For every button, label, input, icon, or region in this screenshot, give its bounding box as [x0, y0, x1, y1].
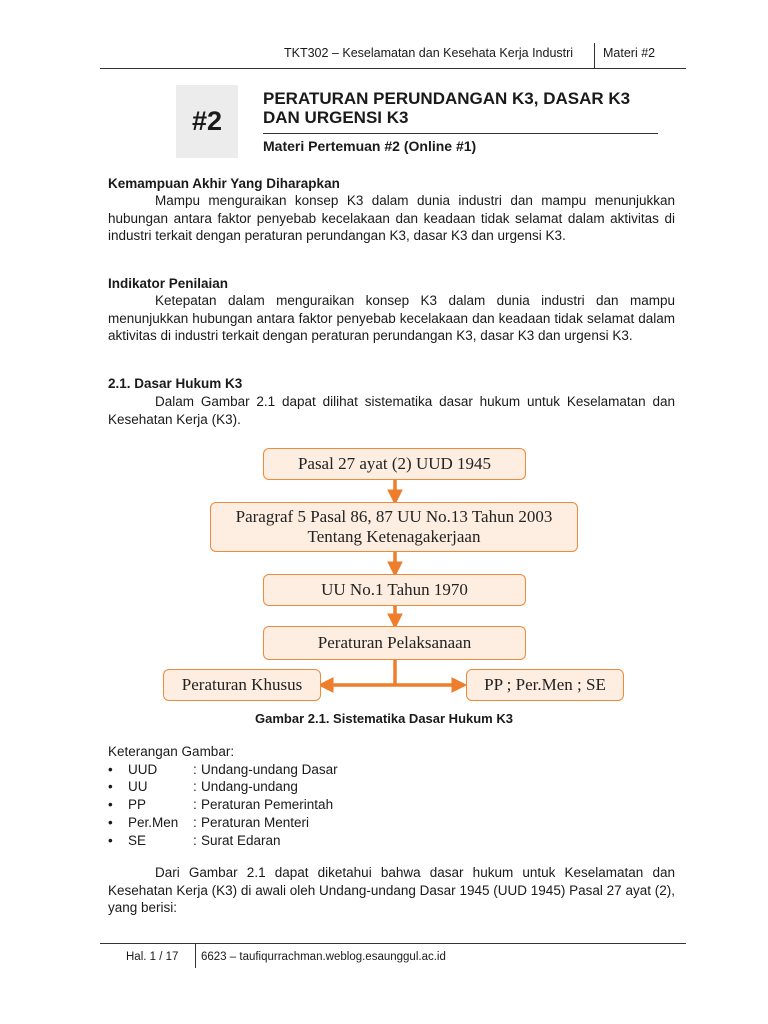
section-heading-kemampuan: Kemampuan Akhir Yang Diharapkan: [108, 176, 340, 191]
legend-definition: Undang-undang Dasar: [201, 762, 338, 777]
footer-site: 6623 – taufiqurrachman.weblog.esaunggul.ac.id: [201, 951, 446, 963]
header-divider: [594, 43, 595, 68]
bullet-icon: •: [108, 833, 113, 848]
node-pp: PP ; Per.Men ; SE: [466, 669, 624, 701]
legend-separator: :: [193, 833, 197, 848]
closing-paragraph: [108, 864, 675, 917]
footer-divider: [195, 943, 196, 968]
legend-separator: :: [193, 797, 197, 812]
legal-basis-diagram: [150, 440, 630, 710]
legend-separator: :: [193, 779, 197, 794]
legend-separator: :: [193, 762, 197, 777]
paragraph: Dalam Gambar 2.1 dapat dilihat sistematika dasar hukum untuk Keselamatan dan Kesehatan Kerja (K3).: [108, 394, 675, 427]
node-paragraf-line2: Tentang Ketenagakerjaan: [307, 527, 481, 546]
header-course-title: TKT302 – Keselamatan dan Kesehata Kerja Industri: [284, 46, 574, 60]
node-pelaksanaan: Peraturan Pelaksanaan: [263, 626, 526, 660]
legend-abbr: Per.Men: [128, 815, 179, 830]
legend-definition: Undang-undang: [201, 779, 298, 794]
header-materi-label: Materi #2: [603, 46, 656, 60]
title-rule: [263, 133, 658, 134]
paragraph: Mampu menguraikan konsep K3 dalam dunia industri dan mampu menunjukkan hubungan antara faktor penyebab kecelakaan dan keadaan tidak selamat dalam aktivitas di industri terkait dengan peraturan perundangan K3, dasar K3 dan urgensi K3.: [108, 193, 675, 244]
bullet-icon: •: [108, 779, 113, 794]
section-text-kemampuan: [108, 192, 675, 245]
legend-definition: Surat Edaran: [201, 833, 281, 848]
legend-abbr: UU: [128, 779, 148, 794]
legend-definition: Peraturan Pemerintah: [201, 797, 334, 812]
section-text-dasar-hukum: [108, 393, 675, 428]
figure-caption: Gambar 2.1. Sistematika Dasar Hukum K3: [255, 711, 513, 726]
section-text-indikator: [108, 292, 675, 345]
node-uu1970: UU No.1 Tahun 1970: [263, 574, 526, 606]
footer-rule: [100, 943, 686, 944]
page-subtitle: Materi Pertemuan #2 (Online #1): [263, 138, 477, 154]
legend-definition: Peraturan Menteri: [201, 815, 310, 830]
header-rule: [100, 68, 686, 69]
paragraph: Ketepatan dalam menguraikan konsep K3 dalam dunia industri dan mampu menunjukkan hubungan antara faktor penyebab kecelakaan dan keadaan tidak selamat dalam aktivitas di industri terkait dengan peraturan perundangan K3, dasar K3 dan urgensi K3.: [108, 293, 675, 344]
chapter-number: #2: [191, 106, 223, 136]
bullet-icon: •: [108, 815, 113, 830]
legend-separator: :: [193, 815, 197, 830]
node-uud: Pasal 27 ayat (2) UUD 1945: [263, 448, 526, 480]
node-khusus: Peraturan Khusus: [163, 669, 321, 701]
paragraph: Dari Gambar 2.1 dapat diketahui bahwa dasar hukum untuk Keselamatan dan Kesehatan Kerja (K3) di awali oleh Undang-undang Dasar 1945 (UUD 1945) Pasal 27 ayat (2), yang berisi:: [108, 865, 675, 916]
node-paragraf-line1: Paragraf 5 Pasal 86, 87 UU No.13 Tahun 2003: [235, 507, 553, 526]
page-title: PERATURAN PERUNDANGAN K3, DASAR K3 DAN URGENSI K3: [263, 89, 631, 127]
bullet-icon: •: [108, 797, 113, 812]
legend-abbr: UUD: [128, 762, 158, 777]
bullet-icon: •: [108, 762, 113, 777]
legend-abbr: SE: [128, 833, 147, 848]
page-number: Hal. 1 / 17: [126, 951, 179, 963]
section-heading-indikator: Indikator Penilaian: [108, 276, 229, 291]
legend-abbr: PP: [128, 797, 147, 812]
legend-title: Keterangan Gambar:: [108, 744, 235, 759]
node-paragraf: [210, 502, 578, 552]
section-heading-dasar-hukum: 2.1. Dasar Hukum K3: [108, 376, 243, 391]
